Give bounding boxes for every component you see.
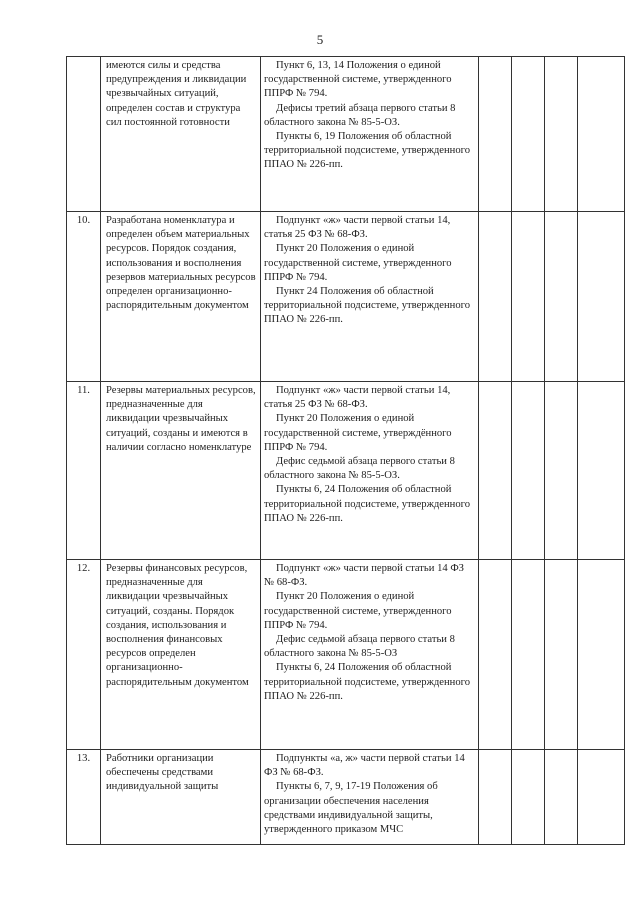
- table-row: [67, 750, 625, 845]
- legal-reference: Подпункт «ж» части первой статьи 14, статья 25 ФЗ № 68-ФЗ.: [264, 385, 451, 411]
- note-cell: [578, 560, 625, 750]
- answer-no-cell: [512, 212, 545, 382]
- row-number: 10.: [67, 212, 101, 382]
- answer-na-cell: [545, 382, 578, 560]
- note-cell: [578, 212, 625, 382]
- page-number: 5: [316, 32, 324, 47]
- answer-yes-cell: [479, 57, 512, 212]
- answer-yes-cell: [479, 212, 512, 382]
- legal-references: [261, 750, 479, 845]
- answer-yes-cell: [479, 560, 512, 750]
- legal-references: [261, 57, 479, 212]
- requirement-text: Резервы материальных ресурсов, предназначенные для ликвидации чрезвычайных ситуаций, созданы и имеются в наличии согласно номенклатуре: [101, 382, 261, 560]
- row-number: 13.: [67, 750, 101, 845]
- legal-reference: Дефисы третий абзаца первого статьи 8 областного закона № 85-5-ОЗ.: [264, 102, 456, 128]
- legal-reference: Пункт 20 Положения о единой государственной системе, утверждённого ППРФ № 794.: [264, 413, 452, 453]
- note-cell: [578, 382, 625, 560]
- legal-reference: Подпункт «ж» части первой статьи 14, статья 25 ФЗ № 68-ФЗ.: [264, 215, 451, 241]
- answer-no-cell: [512, 750, 545, 845]
- legal-reference: Дефис седьмой абзаца первого статьи 8 областного закона № 85-5-ОЗ.: [264, 456, 455, 482]
- table-row: [67, 560, 625, 750]
- legal-reference: Пункт 24 Положения об областной территориальной подсистеме, утвержденного ППАО № 226-пп.: [264, 286, 470, 326]
- answer-no-cell: [512, 382, 545, 560]
- answer-na-cell: [545, 560, 578, 750]
- row-number: 12.: [67, 560, 101, 750]
- legal-reference: Пункты 6, 24 Положения об областной территориальной подсистеме, утвержденного ППАО № 226-пп.: [264, 662, 470, 702]
- answer-na-cell: [545, 750, 578, 845]
- legal-reference: Пункт 6, 13, 14 Положения о единой государственной системе, утвержденного ППРФ № 794.: [264, 60, 452, 100]
- note-cell: [578, 57, 625, 212]
- table-row: [67, 382, 625, 560]
- answer-no-cell: [512, 57, 545, 212]
- answer-no-cell: [512, 560, 545, 750]
- legal-reference: Пункты 6, 7, 9, 17-19 Положения об организации обеспечения населения средствами индивидуальной защиты, утвержденного приказом МЧС: [264, 781, 438, 836]
- legal-references: [261, 212, 479, 382]
- requirement-text: Резервы финансовых ресурсов, предназначенные для ликвидации чрезвычайных ситуаций, созданы. Порядок создания, использования и восполнения финансовых ресурсов определен организационно-распорядительным документом: [101, 560, 261, 750]
- legal-references: [261, 382, 479, 560]
- legal-reference: Подпункт «ж» части первой статьи 14 ФЗ № 68-ФЗ.: [264, 563, 464, 589]
- legal-reference: Пункт 20 Положения о единой государственной системе, утвержденного ППРФ № 794.: [264, 243, 452, 283]
- answer-yes-cell: [479, 750, 512, 845]
- answer-na-cell: [545, 57, 578, 212]
- legal-reference: Пункты 6, 24 Положения об областной территориальной подсистеме, утвержденного ППАО № 226-пп.: [264, 484, 470, 524]
- legal-reference: Пункты 6, 19 Положения об областной территориальной подсистеме, утвержденного ППАО № 226-пп.: [264, 131, 470, 171]
- answer-yes-cell: [479, 382, 512, 560]
- table-row: [67, 212, 625, 382]
- requirement-text: Работники организации обеспечены средствами индивидуальной защиты: [101, 750, 261, 845]
- legal-reference: Пункт 20 Положения о единой государственной системе, утвержденного ППРФ № 794.: [264, 591, 452, 631]
- row-number: 11.: [67, 382, 101, 560]
- requirement-text: имеются силы и средства предупреждения и ликвидации чрезвычайных ситуаций, определен состав и структура сил постоянной готовности: [101, 57, 261, 212]
- requirement-text: Разработана номенклатура и определен объем материальных ресурсов. Порядок создания, использования и восполнения резервов материальных ресурсов определен организационно-распорядительным документом: [101, 212, 261, 382]
- answer-na-cell: [545, 212, 578, 382]
- inspection-checklist-table: [66, 56, 625, 845]
- legal-reference: Дефис седьмой абзаца первого статьи 8 областного закона № 85-5-ОЗ: [264, 634, 455, 660]
- legal-references: [261, 560, 479, 750]
- legal-reference: Подпункты «а, ж» части первой статьи 14 ФЗ № 68-ФЗ.: [264, 753, 465, 779]
- table-row: [67, 57, 625, 212]
- note-cell: [578, 750, 625, 845]
- row-number: [67, 57, 101, 212]
